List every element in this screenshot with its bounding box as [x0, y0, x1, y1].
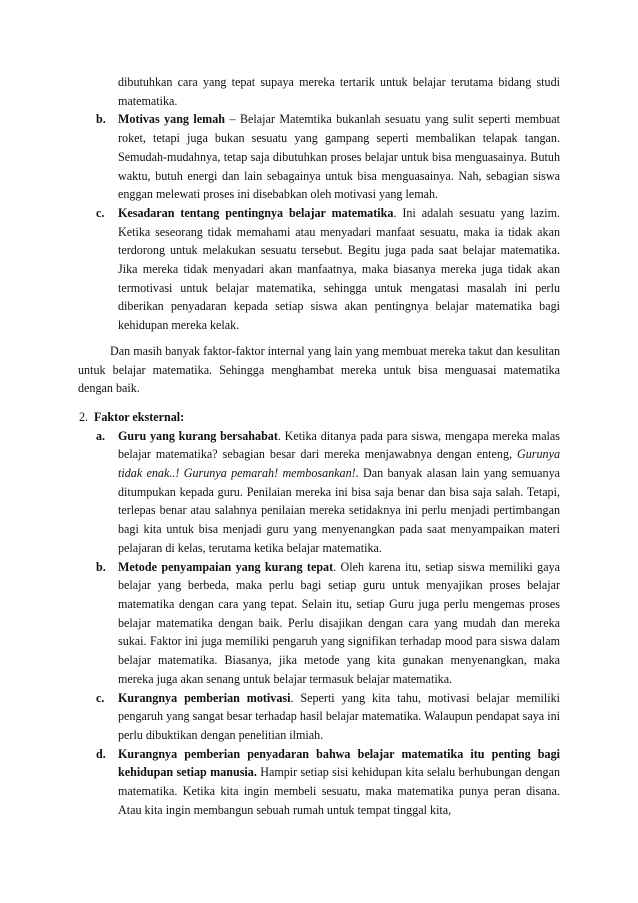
item-quote: Gurunya tidak enak..! Gurunya pemarah! membosankan!: [118, 447, 560, 481]
section-number: 2.: [79, 409, 89, 424]
list-marker: b.: [96, 112, 106, 127]
item-text: . Seperti yang kita tahu, motivasi belajar memiliki pengaruh yang sangat besar terhadap hasil belajar matematika. Walaupun pendapat saya ini perlu dibuktikan dengan penelitian ilmiah.: [118, 690, 560, 742]
external-item-c: [80, 689, 560, 745]
item-text: . Ini adalah sesuatu yang lazim. Ketika seseorang tidak memahami atau menyadari manfaat sesuatu, maka ia tidak akan terdorong untuk melakukan sesuatu tersebut. Begitu juga pada saat belajar matematika. Jika mereka tidak menyadari akan manfaatnya, maka biasanya mereka juga tidak akan termotivasi untuk belajar matematika, sehingga untuk mengatasi masalah ini perlu diberikan penyadaran kepada setiap siswa akan pentingnya belajar matematika bagi kehidupan mereka kelak.: [118, 205, 560, 333]
external-item-d: [80, 745, 560, 820]
list-marker: c.: [96, 205, 105, 220]
intro-continuation: dibutuhkan cara yang tepat supaya mereka tertarik untuk belajar terutama bidang studi matematika.: [118, 75, 560, 108]
internal-item-c: [80, 204, 560, 335]
item-title: Metode penyampaian yang kurang tepat: [118, 559, 334, 574]
item-title: Kurangnya pemberian motivasi: [118, 690, 291, 705]
section-heading: [80, 408, 560, 427]
item-text: . Oleh karena itu, setiap siswa memiliki gaya belajar yang berbeda, maka perlu bagi setiap guru untuk menyajikan proses belajar matematika dengan cara yang tepat. Selain itu, setiap Guru juga perlu mengemas proses belajar matematika dengan baik. Perlu disajikan dengan cara yang mudah dan mereka sukai. Faktor ini juga memiliki pengaruh yang signifikan terhadap mood para siswa dalam belajar matematika. Biasanya, jika metode yang kita gunakan menyenangkan, maka mereka juga akan senang untuk belajar termasuk belajar matematika.: [118, 559, 561, 686]
summary-paragraph: Dan masih banyak faktor-faktor internal yang lain yang membuat mereka takut dan kesulitan untuk belajar matematika. Sehingga menghambat mereka untuk bisa menguasai matematika dengan baik.: [78, 343, 560, 396]
internal-item-b: [80, 110, 560, 204]
list-marker: d.: [96, 746, 106, 761]
item-title: Guru yang kurang bersahabat: [118, 428, 278, 443]
item-title: Kesadaran tentang pentingnya belajar matematika: [118, 205, 394, 220]
section-title: Faktor eksternal:: [94, 409, 185, 424]
item-title: Kurangnya pemberian penyadaran bahwa belajar matematika itu penting bagi kehidupan setiap manusia.: [118, 746, 560, 780]
item-text: – Belajar Matemtika bukanlah sesuatu yang sulit seperti membuat roket, tetapi juga bukan sesuatu yang gampang seperti membalikan telapak tangan. Semudah-mudahnya, tetap saja dibutuhkan proses belajar untuk bisa menguasainya. Butuh waktu, butuh energi dan lain sebagainya untuk bisa menguasainya. Nah, sebagian siswa enggan melewati proses ini disebabkan oleh motivasi yang lemah.: [118, 112, 560, 202]
list-marker: a.: [96, 428, 106, 443]
item-text-after: . Dan banyak alasan lain yang semuanya ditumpukan kepada guru. Penilaian mereka ini bisa saja benar dan bisa saja salah. Tetapi, terlepas benar atau salahnya penilaian mereka setidaknya ini perlu menjadi pertimbangan bagi kita untuk bisa menjadi guru yang menyenangkan pada saat menyampaikan materi pelajaran di kelas, terutama ketika belajar matematika.: [118, 466, 560, 555]
item-text: . Ketika ditanya pada para siswa, mengapa mereka malas belajar matematika? sebagian besar dari mereka menjawabnya dengan enteng,: [118, 428, 560, 462]
item-title: Motivas yang lemah: [118, 112, 226, 127]
list-marker: c.: [96, 690, 105, 705]
list-marker: b.: [96, 559, 106, 574]
item-text: Hampir setiap sisi kehidupan kita selalu berhubungan dengan matematika. Ketika kita ingin membeli sesuatu, maka matematika punya peran disana. Atau kita ingin membangun sebuah rumah untuk tempat tinggal kita,: [118, 765, 560, 817]
external-item-a: [80, 427, 560, 558]
external-item-b: [80, 558, 560, 689]
